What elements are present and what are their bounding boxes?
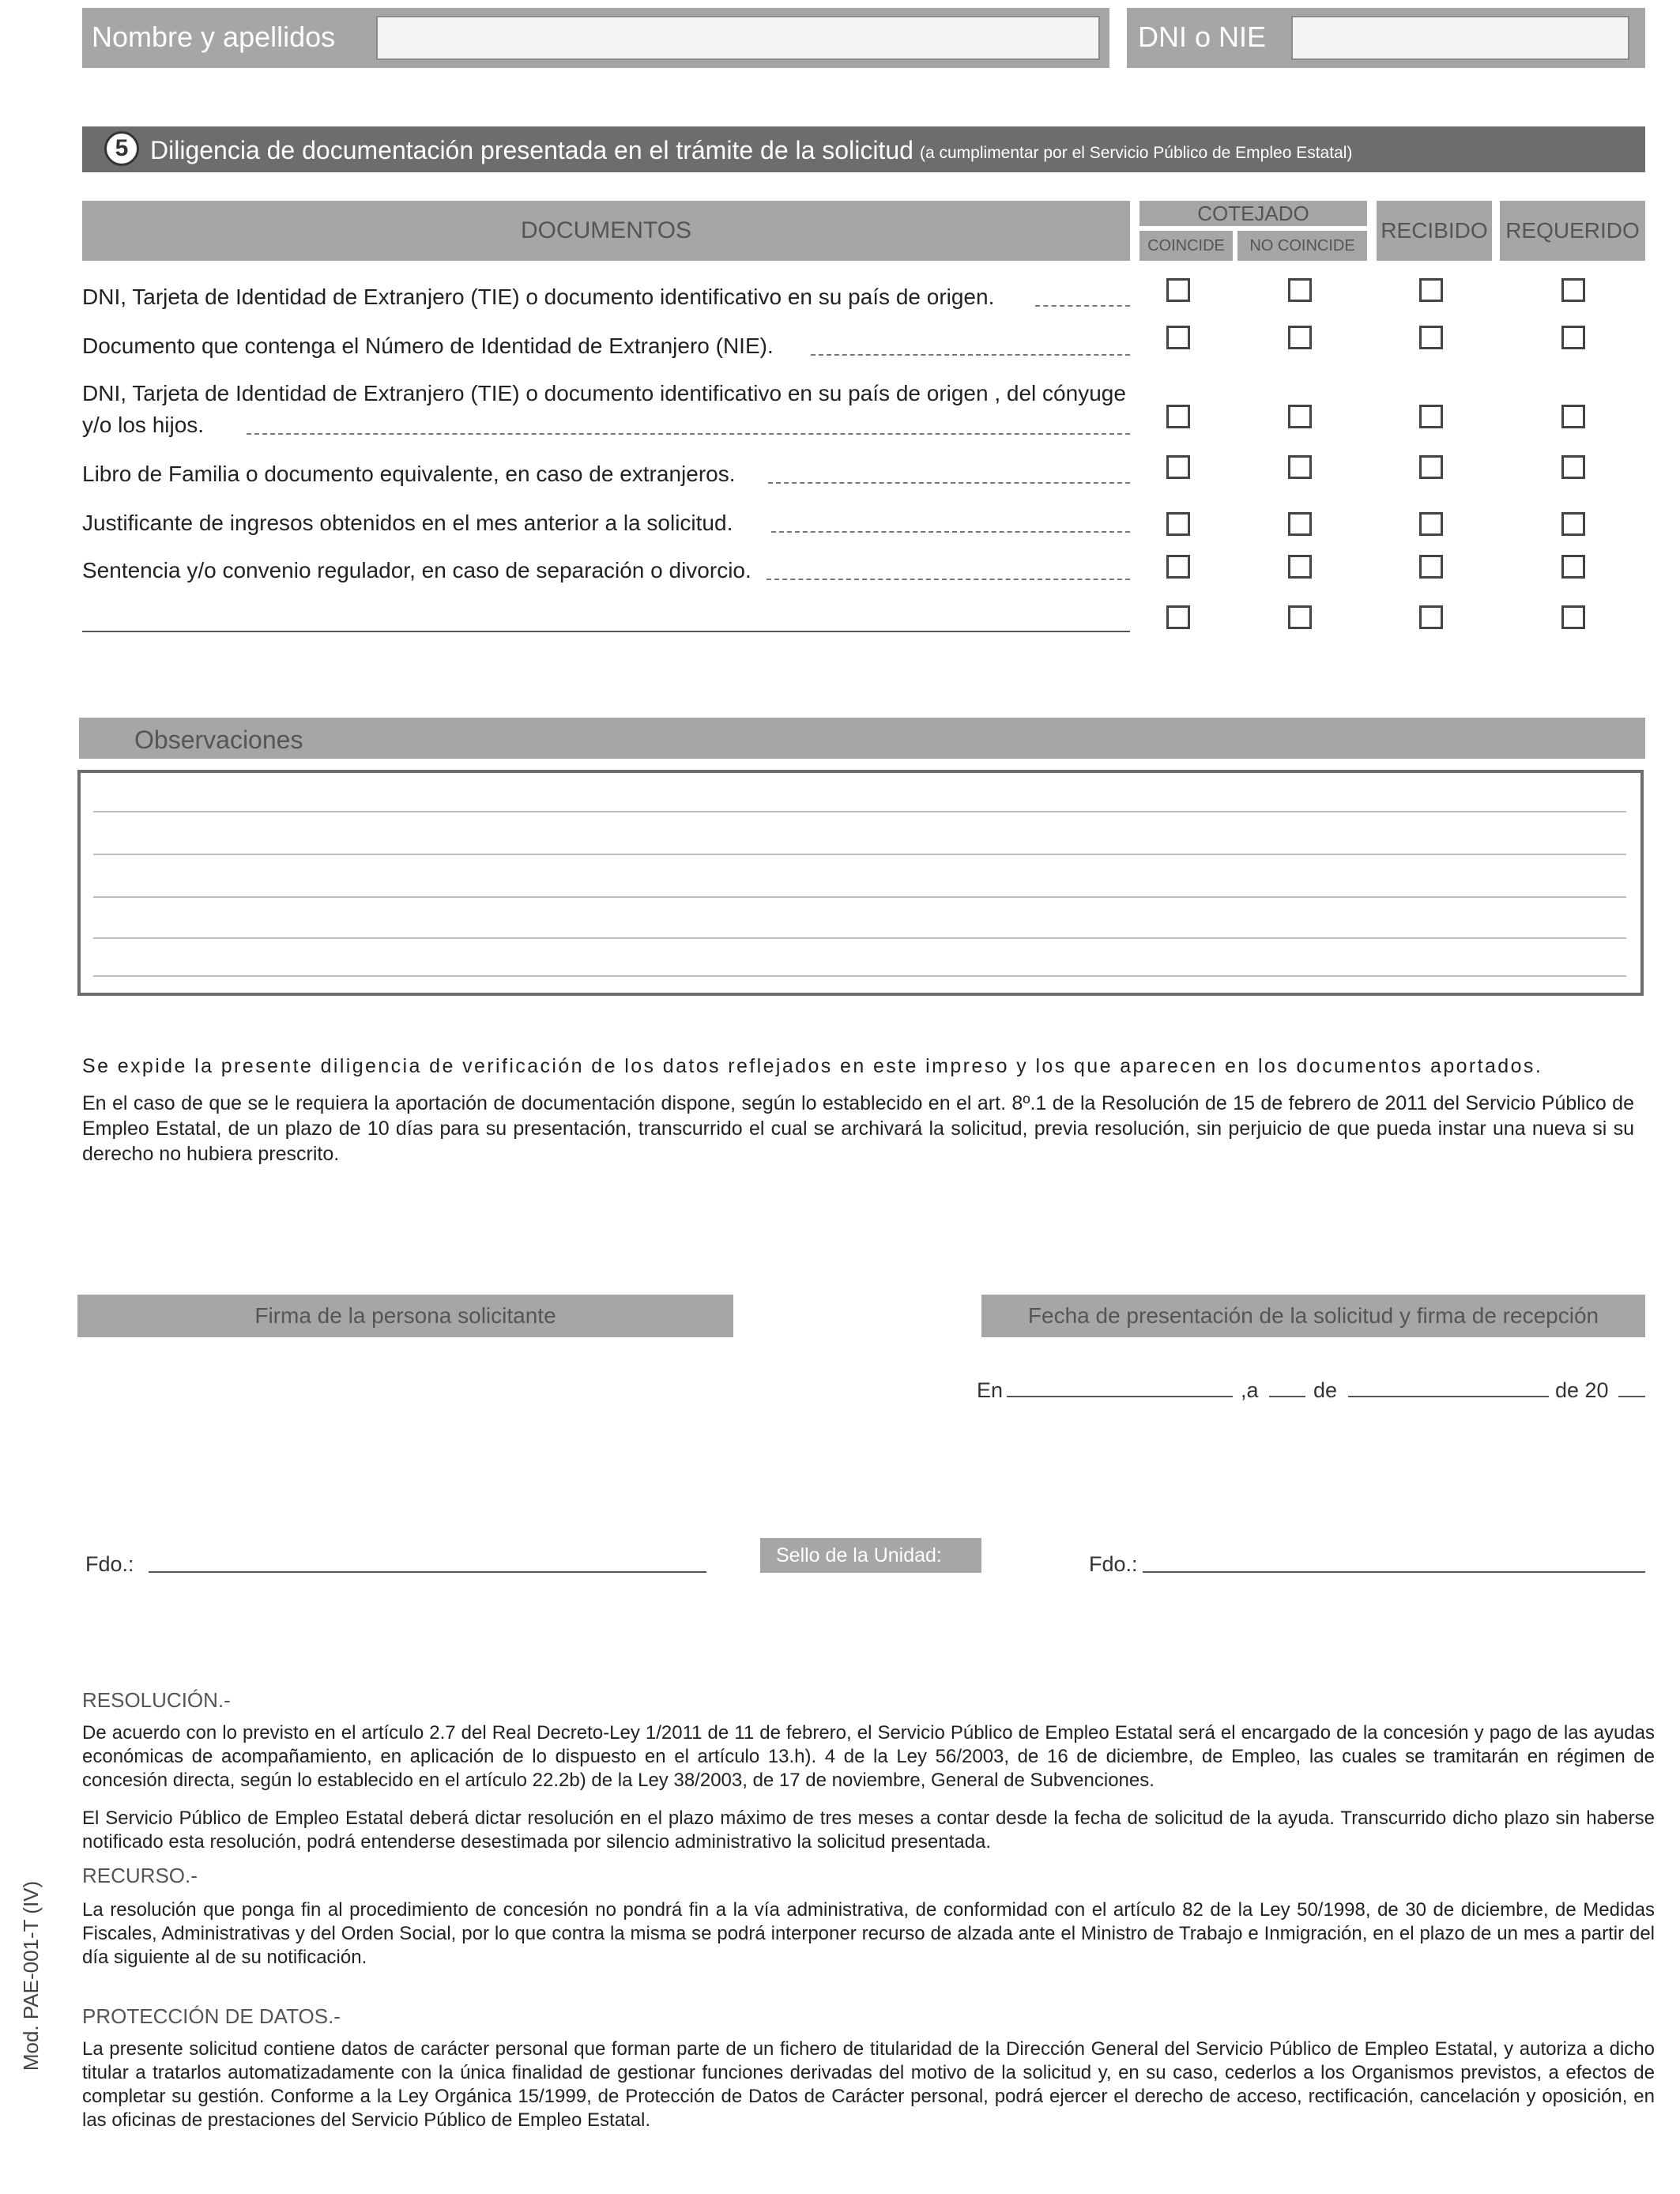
checkbox-requerido[interactable] <box>1561 605 1585 629</box>
observaciones-line <box>93 811 1626 812</box>
dia-field[interactable] <box>1269 1396 1305 1397</box>
fecha-presentacion-label: Fecha de presentación de la solicitud y firma de recepción <box>1027 1303 1599 1328</box>
checkbox-no-coincide[interactable] <box>1288 512 1312 536</box>
name-label: Nombre y apellidos <box>92 21 336 53</box>
documents-header <box>82 201 1130 261</box>
de-20-label: de 20 <box>1555 1378 1609 1402</box>
a-label: ,a <box>1241 1378 1259 1402</box>
checkbox-coincide[interactable] <box>1166 512 1190 536</box>
leader-dashes <box>767 579 1130 580</box>
coincide-header <box>1139 231 1233 261</box>
recurso-heading: RECURSO.- <box>82 1864 198 1887</box>
recibido-header <box>1377 201 1492 261</box>
proteccion-datos-paragraph: La presente solicitud contiene datos de carácter personal que forman parte de un fichero de titularidad de la Dirección General del Servicio Público de Empleo Estatal, y autoriza a dicho titular a tratarlos automatizadamente con la única finalidad de gestionar funciones derivadas del motivo de la solicitud y, en su caso, cederlos a los Organismos previstos, a efectos de completar su gestión. Conforme a la Ley Orgánica 15/1999, de Protección de Datos de Carácter personal, podrá ejercer el derecho de acceso, rectificación, cancelación y oposición, en las oficinas de prestaciones del Servicio Público de Empleo Estatal. <box>82 2038 1655 2131</box>
resolucion-paragraph-1: De acuerdo con lo previsto en el artículo 2.7 del Real Decreto-Ley 1/2011 de 11 de febrero, el Servicio Público de Empleo Estatal será el encargado de la concesión y pago de las ayudas económicas de acompañamiento, en aplicación de lo dispuesto en el artículo 13.h). 4 de la Ley 56/2003, de 16 de diciembre, de Empleo, las cuales se tramitarán en régimen de concesión directa, según lo establecido en el artículo 22.2b) de la Ley 38/2003, de 17 de noviembre, General de Subvenciones. <box>82 1722 1655 1791</box>
no-coincide-header <box>1237 231 1367 261</box>
document-row-dni-conyuge: DNI, Tarjeta de Identidad de Extranjero (TIE) o documento identificativo en su país de origen , del cónyuge <box>82 381 1126 405</box>
firma-solicitante-header <box>77 1295 733 1337</box>
resolucion-paragraph-2: El Servicio Público de Empleo Estatal deberá dictar resolución en el plazo máximo de tres meses a contar desde la fecha de solicitud de la ayuda. Transcurrido dicho plazo sin haberse notificado esta resolución, podrá entenderse desestimada por silencio administrativo la solicitud presentada. <box>82 1808 1655 1853</box>
observaciones-label: Observaciones <box>134 726 303 754</box>
checkbox-coincide[interactable] <box>1166 455 1190 479</box>
requerido-header-label: REQUERIDO <box>1505 218 1640 243</box>
proteccion-datos-heading: PROTECCIÓN DE DATOS.- <box>82 2004 341 2028</box>
checkbox-coincide[interactable] <box>1166 555 1190 579</box>
section-5-title-bar <box>82 126 1645 172</box>
resolucion-heading: RESOLUCIÓN.- <box>82 1688 231 1712</box>
cotejado-header-label: COTEJADO <box>1197 202 1309 225</box>
checkbox-requerido[interactable] <box>1561 278 1585 302</box>
observaciones-header <box>79 718 1645 759</box>
checkbox-recibido[interactable] <box>1419 605 1443 629</box>
observaciones-line <box>93 854 1626 855</box>
dni-field[interactable] <box>1291 16 1629 60</box>
checkbox-recibido[interactable] <box>1419 512 1443 536</box>
dni-header-bar <box>1127 8 1645 68</box>
name-header-bar <box>82 8 1109 68</box>
firma-recepcion-field[interactable] <box>1143 1571 1645 1573</box>
coincide-header-label: COINCIDE <box>1147 237 1225 254</box>
leader-dashes <box>768 482 1130 484</box>
document-row-justificante: Justificante de ingresos obtenidos en el mes anterior a la solicitud. <box>82 511 733 535</box>
de-label: de <box>1313 1378 1338 1402</box>
checkbox-requerido[interactable] <box>1561 555 1585 579</box>
model-code-text: Mod. PAE-001-T (IV) <box>19 1880 43 2071</box>
observaciones-line <box>93 975 1626 977</box>
checkbox-no-coincide[interactable] <box>1288 278 1312 302</box>
other-document-line[interactable] <box>82 631 1130 632</box>
firma-solicitante-field[interactable] <box>149 1571 706 1573</box>
section-number: 5 <box>115 135 129 161</box>
section-subtitle: (a cumplimentar por el Servicio Público de Empleo Estatal) <box>920 144 1353 162</box>
checkbox-recibido[interactable] <box>1419 405 1443 428</box>
model-code <box>19 1873 51 2079</box>
checkbox-requerido[interactable] <box>1561 326 1585 349</box>
en-label: En <box>977 1378 1004 1402</box>
firma-solicitante-label: Firma de la persona solicitante <box>254 1303 556 1328</box>
section-number-badge <box>104 131 139 166</box>
checkbox-requerido[interactable] <box>1561 455 1585 479</box>
checkbox-no-coincide[interactable] <box>1288 405 1312 428</box>
diligencia-paragraph-1: Se expide la presente diligencia de verificación de los datos reflejados en este impreso y los que aparecen en los documentos aportados. <box>82 1055 1543 1077</box>
fdo-right-label: Fdo.: <box>1089 1552 1138 1576</box>
lugar-field[interactable] <box>1007 1396 1233 1397</box>
recibido-header-label: RECIBIDO <box>1381 218 1488 243</box>
name-field[interactable] <box>376 16 1100 60</box>
checkbox-coincide[interactable] <box>1166 326 1190 349</box>
diligencia-paragraph-2: En el caso de que se le requiera la aportación de documentación dispone, según lo establecido en el art. 8º.1 de la Resolución de 15 de febrero de 2011 del Servicio Público de Empleo Estatal, de un plazo de 10 días para su presentación, transcurrido el cual se archivará la solicitud, previa resolución, sin perjuicio de que pueda instar una nueva si su derecho no hubiera prescrito. <box>82 1092 1634 1165</box>
checkbox-no-coincide[interactable] <box>1288 326 1312 349</box>
section-title: Diligencia de documentación presentada en el trámite de la solicitud <box>150 136 913 164</box>
fdo-left-label: Fdo.: <box>85 1552 134 1576</box>
requerido-header <box>1500 201 1645 261</box>
leader-dashes <box>771 531 1130 533</box>
document-row-libro-familia: Libro de Familia o documento equivalente, en caso de extranjeros. <box>82 462 736 486</box>
anio-field[interactable] <box>1618 1396 1645 1397</box>
document-row-dni: DNI, Tarjeta de Identidad de Extranjero (TIE) o documento identificativo en su país de origen. <box>82 285 995 309</box>
checkbox-no-coincide[interactable] <box>1288 555 1312 579</box>
checkbox-recibido[interactable] <box>1419 278 1443 302</box>
checkbox-recibido[interactable] <box>1419 455 1443 479</box>
dni-label: DNI o NIE <box>1138 21 1267 53</box>
checkbox-no-coincide[interactable] <box>1288 605 1312 629</box>
checkbox-requerido[interactable] <box>1561 512 1585 536</box>
sello-unidad-label: Sello de la Unidad: <box>776 1544 942 1566</box>
checkbox-recibido[interactable] <box>1419 326 1443 349</box>
checkbox-recibido[interactable] <box>1419 555 1443 579</box>
document-row-sentencia: Sentencia y/o convenio regulador, en caso de separación o divorcio. <box>82 558 751 582</box>
cotejado-header <box>1139 201 1367 226</box>
mes-field[interactable] <box>1348 1396 1549 1397</box>
checkbox-coincide[interactable] <box>1166 278 1190 302</box>
document-row-nie: Documento que contenga el Número de Identidad de Extranjero (NIE). <box>82 334 774 358</box>
checkbox-coincide[interactable] <box>1166 605 1190 629</box>
leader-dashes <box>811 354 1130 356</box>
checkbox-requerido[interactable] <box>1561 405 1585 428</box>
checkbox-no-coincide[interactable] <box>1288 455 1312 479</box>
observaciones-line <box>93 896 1626 898</box>
no-coincide-header-label: NO COINCIDE <box>1249 237 1355 254</box>
checkbox-coincide[interactable] <box>1166 405 1190 428</box>
documents-header-label: DOCUMENTOS <box>520 217 692 243</box>
fecha-presentacion-header <box>981 1295 1645 1337</box>
sello-unidad-box <box>760 1538 981 1573</box>
observaciones-box[interactable] <box>77 770 1644 996</box>
leader-dashes <box>247 433 1130 435</box>
recurso-paragraph: La resolución que ponga fin al procedimiento de concesión no pondrá fin a la vía administrativa, de conformidad con el artículo 82 de la Ley 50/1998, de 30 de diciembre, de Medidas Fiscales, Administrativas y del Orden Social, por lo que contra la misma se podrá interponer recurso de alzada ante el Ministro de Trabajo e Inmigración, en el plazo de un mes a partir del día siguiente al de su notificación. <box>82 1899 1655 1968</box>
leader-dashes <box>1035 305 1130 307</box>
observaciones-line <box>93 937 1626 939</box>
document-row-dni-conyuge-cont: y/o los hijos. <box>82 413 205 437</box>
